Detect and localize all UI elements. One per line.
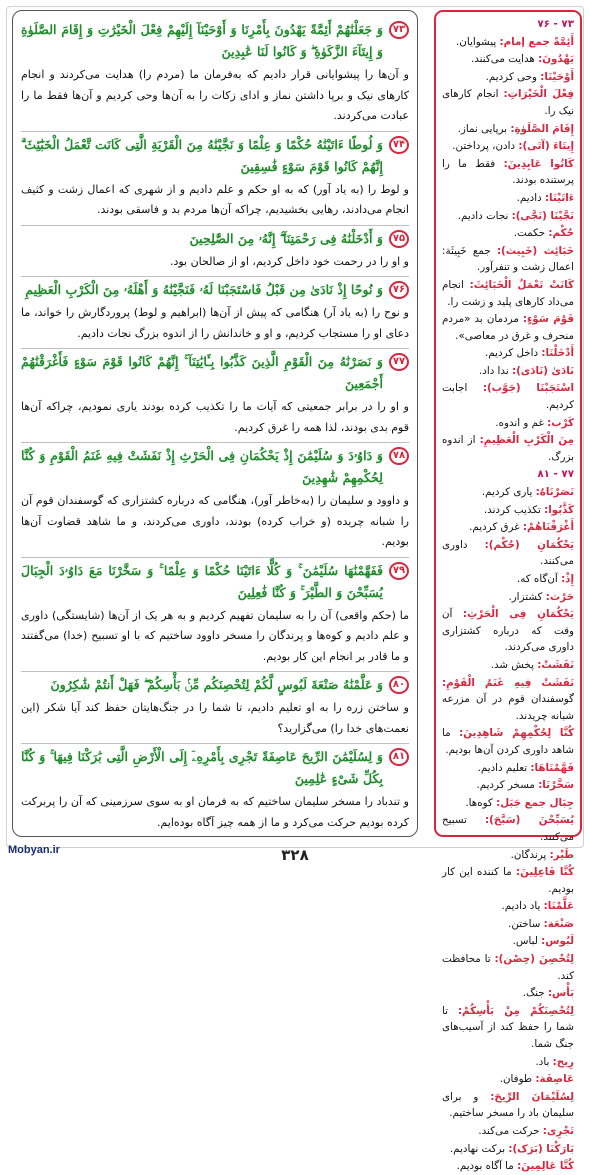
verse-translation: و ساختن زره را به او تعلیم دادیم، تا شما را در جنگ‌هایتان حفظ کند آیا شکر (این نعمت‌های خدا را) می‌گزارید؟ bbox=[21, 701, 409, 735]
glossary-term: نَجَّیْنَا (نَجَّی): bbox=[511, 209, 574, 222]
glossary-definition: داوری می‌کنند. bbox=[442, 538, 574, 568]
glossary-entry bbox=[442, 138, 574, 155]
glossary-term: أَوْحَیْنَا: bbox=[540, 70, 574, 83]
glossary-entry bbox=[442, 190, 574, 207]
glossary-entry bbox=[442, 86, 574, 119]
glossary-entries bbox=[442, 34, 574, 1175]
glossary-term: یَحْکُمَانِ (حُکْم): bbox=[484, 538, 574, 551]
glossary-definition: کشتزار. bbox=[508, 590, 546, 603]
glossary-term: فِعْلَ الْخَیْرَاتِ: bbox=[503, 88, 575, 101]
verse-text: وَ نُوحًا إِذْ نَادَىٰ مِن قَبْلُ فَاسْتَجَبْنَا لَهُۥ فَنَجَّیْنَٰهُ وَ أَهْلَهُۥ مِنَ الْکَرْبِ الْعَظِیمِ bbox=[25, 282, 383, 297]
glossary-definition: طوفان. bbox=[499, 1073, 536, 1086]
glossary-term: کَانُوا عَابِدِینَ: bbox=[503, 157, 574, 170]
glossary-term: تَجْرِی: bbox=[542, 1125, 574, 1137]
glossary-entry bbox=[442, 606, 574, 656]
glossary-term: کُنَّا عَالِمِینَ: bbox=[517, 1160, 574, 1173]
glossary-definition: تعلیم دادیم. bbox=[477, 761, 531, 774]
glossary-term: کُنَّا لِحُکْمِهِمْ شَاهِدِینَ: bbox=[459, 727, 574, 740]
verse-translation: و داوود و سلیمان را (به‌خاطر آور)، هنگامی که درباره کشتزاری که گوسفندان قوم آن را شبانه چریده (و خراب کرده) بودند، داوری می‌کردند، و ما شاهد قضاوت آن‌ها بودیم. bbox=[21, 494, 409, 548]
glossary-definition: غرق کردیم. bbox=[469, 521, 523, 534]
glossary-entry bbox=[442, 51, 574, 68]
glossary-entry bbox=[442, 898, 574, 915]
verse-divider bbox=[21, 131, 409, 132]
verse-translation: و او را در رحمت خود داخل کردیم، او از صالحان بود. bbox=[169, 254, 409, 268]
glossary-definition: از اندوه بزرگ. bbox=[442, 434, 574, 463]
glossary-entry bbox=[442, 760, 574, 777]
verse-list bbox=[21, 19, 409, 833]
verse-text: وَ لُوطًا ءَاتَیْنَٰهُ حُکْمًا وَ عِلْمًا وَ نَجَّیْنَٰهُ مِنَ الْقَرْیَةِ الَّتِی کَانَت تَّعْمَلُ الْخَبَٰٓئِثَ ۗ إِنَّهُمْ کَانُوا قَوْمَ سَوْءٍ فَٰسِقِینَ bbox=[21, 136, 383, 174]
verses-column bbox=[12, 10, 418, 837]
verse-text: فَفَهَّمْنَٰهَا سُلَیْمَٰنَ ۚ وَ کُلًّا ءَاتَیْنَا حُکْمًا وَ عِلْمًا ۚ وَ سَخَّرْنَا مَعَ دَاوُۥدَ الْجِبَالَ یُسَبِّحْنَ وَ الطَّیْرَ ۚ وَ کُنَّا فَٰعِلِینَ bbox=[21, 562, 383, 600]
glossary-definition: اجابت کردیم. bbox=[442, 382, 574, 412]
verse-number-badge: ۷۴ bbox=[389, 136, 409, 154]
glossary-definition: باد. bbox=[535, 1055, 553, 1068]
glossary-term: عَاصِفَة: bbox=[535, 1073, 574, 1086]
glossary-definition: حکمت. bbox=[513, 227, 549, 240]
verse-divider bbox=[21, 276, 409, 277]
glossary-entry bbox=[442, 380, 574, 413]
glossary-definition: تسبیح می‌کنند. bbox=[442, 814, 574, 843]
glossary-term: فَهَّمْنَاهَا: bbox=[530, 761, 574, 774]
verse-translation: و نوح را (به یاد آر) هنگامی که پیش از آن‌ها (ابراهیم و لوط) پروردگارش را خواند، ما دعای او را مستجاب کردیم، و او و خاندانش را از اندوه بزرگ نجات دادیم. bbox=[21, 306, 409, 340]
verse-number-badge: ۷۶ bbox=[389, 281, 409, 299]
glossary-term: جِبَال جمع جَبَل: bbox=[496, 796, 574, 809]
glossary-entry bbox=[442, 311, 574, 344]
glossary-term: یَهْدُونَ: bbox=[538, 53, 574, 66]
glossary-term: طَیْر: bbox=[549, 848, 574, 861]
glossary-term: کَذَّبُوا: bbox=[544, 503, 574, 516]
glossary-entry bbox=[442, 657, 574, 674]
verse-arabic bbox=[21, 674, 409, 696]
glossary-entry bbox=[442, 208, 574, 225]
verse-number-badge: ۷۹ bbox=[389, 562, 409, 580]
verse-text: وَ دَاوُۥدَ وَ سُلَیْمَٰنَ إِذْ یَحْکُمَانِ فِی الْحَرْثِ إِذْ نَفَشَتْ فِیهِ غَنَمُ الْقَوْمِ وَ کُنَّا لِحُکْمِهِمْ شَٰهِدِینَ bbox=[21, 448, 383, 485]
glossary-term: أَئِمَّةً جمع إمام: bbox=[499, 35, 574, 48]
glossary-definition: کوه‌ها. bbox=[465, 796, 497, 809]
verse-translation: و آن‌ها را پیشوایانی قرار دادیم که به‌فرمان ما (مردم را) هدایت می‌کردند و انجام کارهای نیک و برپا داشتن نماز و ادای زکات را به آن‌ها وحی کردیم و آن‌ها فقط ما را عبادت می‌کردند. bbox=[21, 68, 409, 122]
glossary-entry bbox=[442, 795, 574, 812]
verse-divider bbox=[21, 557, 409, 558]
glossary-entry bbox=[442, 277, 574, 310]
glossary-term: یَحْکُمَانِ فِی الْحَرْثِ: bbox=[462, 608, 574, 621]
verse-text: وَ أَدْخَلْنَٰهُ فِی رَحْمَتِنَآ ۖ إِنَّهُۥ مِنَ الصَّٰلِحِینَ bbox=[189, 230, 383, 246]
glossary-term: نَفَشَتْ فِیهِ غَنَمُ الْقَوْمِ: bbox=[442, 676, 574, 689]
verse-text: وَ نَصَرْنَٰهُ مِنَ الْقَوْمِ الَّذِینَ کَذَّبُوا بِـَٔایَٰتِنَآ ۚ إِنَّهُمْ کَانُوا قَوْمَ سَوْءٍ فَأَغْرَقْنَٰهُمْ أَجْمَعِینَ bbox=[21, 354, 383, 391]
glossary-term: نَصَرْنَاهُ: bbox=[535, 486, 574, 499]
glossary-term: إِقَامَ الصَّلَوٰةِ: bbox=[510, 122, 574, 135]
glossary-term: أَدْخَلْنَا: bbox=[541, 347, 574, 360]
glossary-term: حَرْث: bbox=[545, 590, 574, 603]
glossary-definition: دادیم. bbox=[516, 191, 545, 204]
glossary-term: کَانَتْ تَعْمَلُ الْخَبَائِثَ: bbox=[469, 278, 574, 291]
glossary-entry bbox=[442, 725, 574, 758]
verse-number-badge: ۷۵ bbox=[389, 230, 409, 248]
glossary-term: إِیتَاءَ (آتَی): bbox=[518, 140, 574, 153]
glossary-term: مِنَ الْکَرْبِ الْعَظِیمِ: bbox=[479, 434, 574, 447]
verse-arabic bbox=[21, 560, 409, 604]
glossary-term: یُسَبِّحْنَ (سَبَّحَ): bbox=[485, 814, 574, 827]
glossary-term: حُکْم: bbox=[548, 227, 574, 240]
glossary-term: بَارَکْنَا (بَرَک): bbox=[508, 1142, 574, 1155]
glossary-entry bbox=[442, 121, 574, 138]
glossary-definition: ندا داد. bbox=[478, 364, 512, 377]
glossary-definition: نجات دادیم. bbox=[457, 209, 512, 222]
glossary-term: نَادَىٰ (نَادَى): bbox=[511, 364, 574, 377]
glossary-range-a: ۷۳ - ۷۶ bbox=[537, 18, 574, 30]
glossary-term: سَخَّرْنَا: bbox=[538, 779, 574, 792]
verse-arabic bbox=[21, 19, 409, 63]
glossary-definition: پیشوایان. bbox=[456, 35, 500, 48]
glossary-entry bbox=[442, 985, 574, 1002]
glossary-entry bbox=[442, 415, 574, 432]
glossary-term: قَوْمَ سَوْءٍ: bbox=[522, 313, 575, 326]
glossary-entry bbox=[442, 502, 574, 519]
glossary-definition: ما آگاه بودیم. bbox=[456, 1160, 518, 1173]
glossary-entry bbox=[442, 812, 574, 845]
glossary-term: کُنَّا فَاعِلِینَ: bbox=[515, 866, 574, 879]
glossary-definition: یاری کردیم. bbox=[481, 486, 536, 499]
glossary-entry bbox=[442, 1054, 574, 1071]
page-number: ۳۲۸ bbox=[281, 846, 309, 864]
glossary-entry bbox=[442, 1071, 574, 1088]
glossary-definition: تا محافظت کند. bbox=[442, 953, 574, 982]
verse-arabic bbox=[21, 279, 409, 301]
glossary-entry bbox=[442, 1158, 574, 1175]
verse-translation: و لوط را (به یاد آور) که به او حکم و علم دادیم و از شهری که اعمال زشت و کثیف انجام می‌دادند، رهایی بخشیدیم، چراکه آن‌ها مردم بد و فاسقی بودند. bbox=[21, 182, 409, 216]
glossary-definition: جمع خَبِیثَة: اعمال زشت و تنفرآور. bbox=[442, 244, 574, 274]
verse-arabic bbox=[21, 746, 409, 790]
glossary-definition: غم و اندوه. bbox=[495, 416, 548, 429]
glossary-term: لِسُلَیْمَانَ الرِّیحَ: bbox=[490, 1090, 574, 1103]
glossary-term: نَفَشَتْ: bbox=[537, 658, 574, 671]
glossary-entry bbox=[442, 243, 574, 276]
glossary-entry bbox=[442, 1003, 574, 1053]
glossary-entry bbox=[442, 1123, 574, 1140]
glossary-entry bbox=[442, 69, 574, 86]
glossary-definition: دادن، پرداختن. bbox=[452, 140, 519, 153]
glossary-term: رِیح: bbox=[552, 1055, 574, 1068]
glossary-column bbox=[434, 10, 582, 1173]
verse-translation: و او را در برابر جمعیتی که آیات ما را تکذیب کرده بودند یاری نمودیم، چراکه آن‌ها قوم بدی بودند، لذا همه را غرق کردیم. bbox=[21, 400, 409, 434]
glossary-definition: ما شاهد داوری کردن آن‌ها بودیم. bbox=[442, 727, 574, 756]
glossary-definition: پخش شد. bbox=[490, 658, 538, 671]
glossary-term: صَنْعَة: bbox=[543, 917, 574, 930]
verse-arabic bbox=[21, 228, 409, 250]
glossary-definition: گوسفندان قوم در آن مزرعه شبانه چریدند. bbox=[442, 693, 574, 722]
verse-divider bbox=[21, 348, 409, 349]
glossary-entry bbox=[442, 1089, 574, 1122]
glossary-definition: جنگ. bbox=[522, 987, 548, 1000]
glossary-definition: هدایت می‌کنند. bbox=[470, 53, 539, 66]
verse-divider bbox=[21, 743, 409, 744]
glossary-term: إِذْ: bbox=[561, 573, 574, 585]
glossary-entry bbox=[442, 34, 574, 51]
verse-divider bbox=[21, 671, 409, 672]
verse-divider bbox=[21, 442, 409, 443]
verse-number-badge: ۷۳ bbox=[389, 21, 409, 39]
glossary-entry bbox=[442, 589, 574, 606]
verse-number-badge: ۷۸ bbox=[389, 447, 409, 465]
glossary-entry bbox=[442, 675, 574, 725]
glossary-term: اسْتَجَبْنَا (جَوَّب): bbox=[482, 382, 574, 395]
glossary-entry bbox=[442, 432, 574, 465]
glossary-definition: آن‌گاه که. bbox=[516, 573, 562, 585]
verse-translation: و تندباد را مسخر سلیمان ساختیم که به فرمان او به سوی سرزمینی که آن را پربرکت کرده بودیم حرکت می‌کرد و ما از همه چیز آگاه بوده‌ایم. bbox=[21, 795, 409, 829]
glossary-entry bbox=[442, 345, 574, 362]
glossary-definition: داخل کردیم. bbox=[485, 347, 542, 360]
glossary-definition: حرکت می‌کند. bbox=[478, 1125, 543, 1137]
glossary-term: لِتُحْصِنَ (حِصْن): bbox=[494, 953, 574, 966]
glossary-definition: انجام می‌داد کارهای پلید و زشت را. bbox=[442, 278, 574, 308]
glossary-definition: لباس. bbox=[512, 935, 542, 948]
site-watermark[interactable]: Mobyan.ir bbox=[8, 844, 60, 856]
glossary-term: أَغْرَقْنَاهُمْ: bbox=[522, 521, 574, 534]
glossary-definition: تکذیب کردند. bbox=[483, 503, 545, 516]
glossary-term: عَلَّمْنَا: bbox=[543, 900, 574, 913]
verse-number-badge: ۸۱ bbox=[389, 748, 409, 766]
verse-text: وَ لِسُلَیْمَٰنَ الرِّیحَ عَاصِفَةً تَجْرِی بِأَمْرِهِۦٓ إِلَى الْأَرْضِ الَّتِی بَٰرَکْنَا فِیهَا ۚ وَ کُنَّا بِکُلِّ شَیْءٍ عَٰلِمِینَ bbox=[21, 749, 383, 786]
verse-translation: ما (حکم واقعی) آن را به سلیمان تفهیم کردیم و به هر یک از آن‌ها (شایستگی) داوری و علم دادیم و کوه‌ها و پرندگان را مسخر داوود ساختیم که با او تسبیح (خدا) می‌گفتند و ما قادر بر انجام این کار بودیم. bbox=[21, 608, 409, 663]
verse-divider bbox=[21, 225, 409, 226]
glossary-definition: فقط ما را پرستنده بودند. bbox=[442, 157, 574, 187]
verse-arabic bbox=[21, 134, 409, 178]
glossary-definition: برپایی نماز. bbox=[457, 122, 511, 135]
glossary-definition: تا شما را حفظ کند از آسیب‌های جنگ شما. bbox=[442, 1004, 574, 1051]
glossary-range-b: ۷۷ - ۸۱ bbox=[537, 468, 574, 481]
verse-arabic bbox=[21, 445, 409, 489]
verse-number-badge: ۷۷ bbox=[389, 353, 409, 371]
glossary-definition: ما کننده این کار بودیم. bbox=[442, 866, 574, 895]
verse-text: وَ جَعَلْنَٰهُمْ أَئِمَّةً یَهْدُونَ بِأَمْرِنَا وَ أَوْحَیْنَآ إِلَیْهِمْ فِعْلَ الْخَیْرَٰتِ وَ إِقَامَ الصَّلَوٰةِ وَ إِیتَآءَ الزَّکَوٰةِ ۖ وَ کَانُوا لَنَا عَٰبِدِینَ bbox=[21, 22, 383, 59]
glossary-term: خَبَائِث (خَبِیث): bbox=[496, 244, 574, 257]
glossary-entry bbox=[442, 864, 574, 897]
glossary-entry bbox=[442, 571, 574, 588]
glossary-definition: و برای سلیمان باد را مسخر ساختیم. bbox=[442, 1090, 574, 1120]
glossary-entry bbox=[442, 777, 574, 794]
glossary-entry bbox=[442, 916, 574, 933]
glossary-entry bbox=[442, 225, 574, 242]
glossary-entry bbox=[442, 363, 574, 380]
glossary-entry bbox=[442, 156, 574, 189]
glossary-entry bbox=[442, 1141, 574, 1158]
glossary-definition: وحی کردیم. bbox=[485, 70, 541, 83]
glossary-entry bbox=[442, 933, 574, 950]
glossary-entry bbox=[442, 519, 574, 536]
glossary-term: ءَاتَیْنَا: bbox=[544, 191, 574, 204]
glossary-term: لِتُحْصِنَکُمْ مِنْ بَأْسِکُمْ: bbox=[457, 1004, 574, 1017]
glossary-definition: یاد دادیم. bbox=[501, 900, 544, 913]
glossary-entry bbox=[442, 951, 574, 984]
verse-text: وَ عَلَّمْنَٰهُ صَنْعَةَ لَبُوسٍ لَّکُمْ لِتُحْصِنَکُم مِّنۢ بَأْسِکُمْ ۖ فَهَلْ أَنتُمْ شَٰکِرُونَ bbox=[50, 677, 383, 692]
glossary-definition: برکت نهادیم. bbox=[449, 1142, 509, 1155]
glossary-term: کَرْب: bbox=[547, 416, 574, 429]
verse-arabic bbox=[21, 351, 409, 395]
glossary-term: لَبُوس: bbox=[541, 935, 574, 948]
glossary-definition: ساختن. bbox=[508, 917, 544, 930]
glossary-definition: انجام کارهای نیک را. bbox=[442, 88, 574, 117]
glossary-definition: آن وقت که درباره کشتزاری داوری می‌کردند. bbox=[442, 608, 574, 654]
glossary-definition: مردمان بد «مردم منحرف و غرق در معاصی». bbox=[442, 313, 574, 342]
glossary-definition: پرندگان. bbox=[510, 848, 550, 861]
verse-number-badge: ۸۰ bbox=[389, 676, 409, 694]
glossary-entry bbox=[442, 484, 574, 501]
glossary-definition: مسخر کردیم. bbox=[476, 779, 539, 792]
glossary-entry bbox=[442, 537, 574, 570]
glossary-term: بَأْس: bbox=[547, 987, 574, 1000]
